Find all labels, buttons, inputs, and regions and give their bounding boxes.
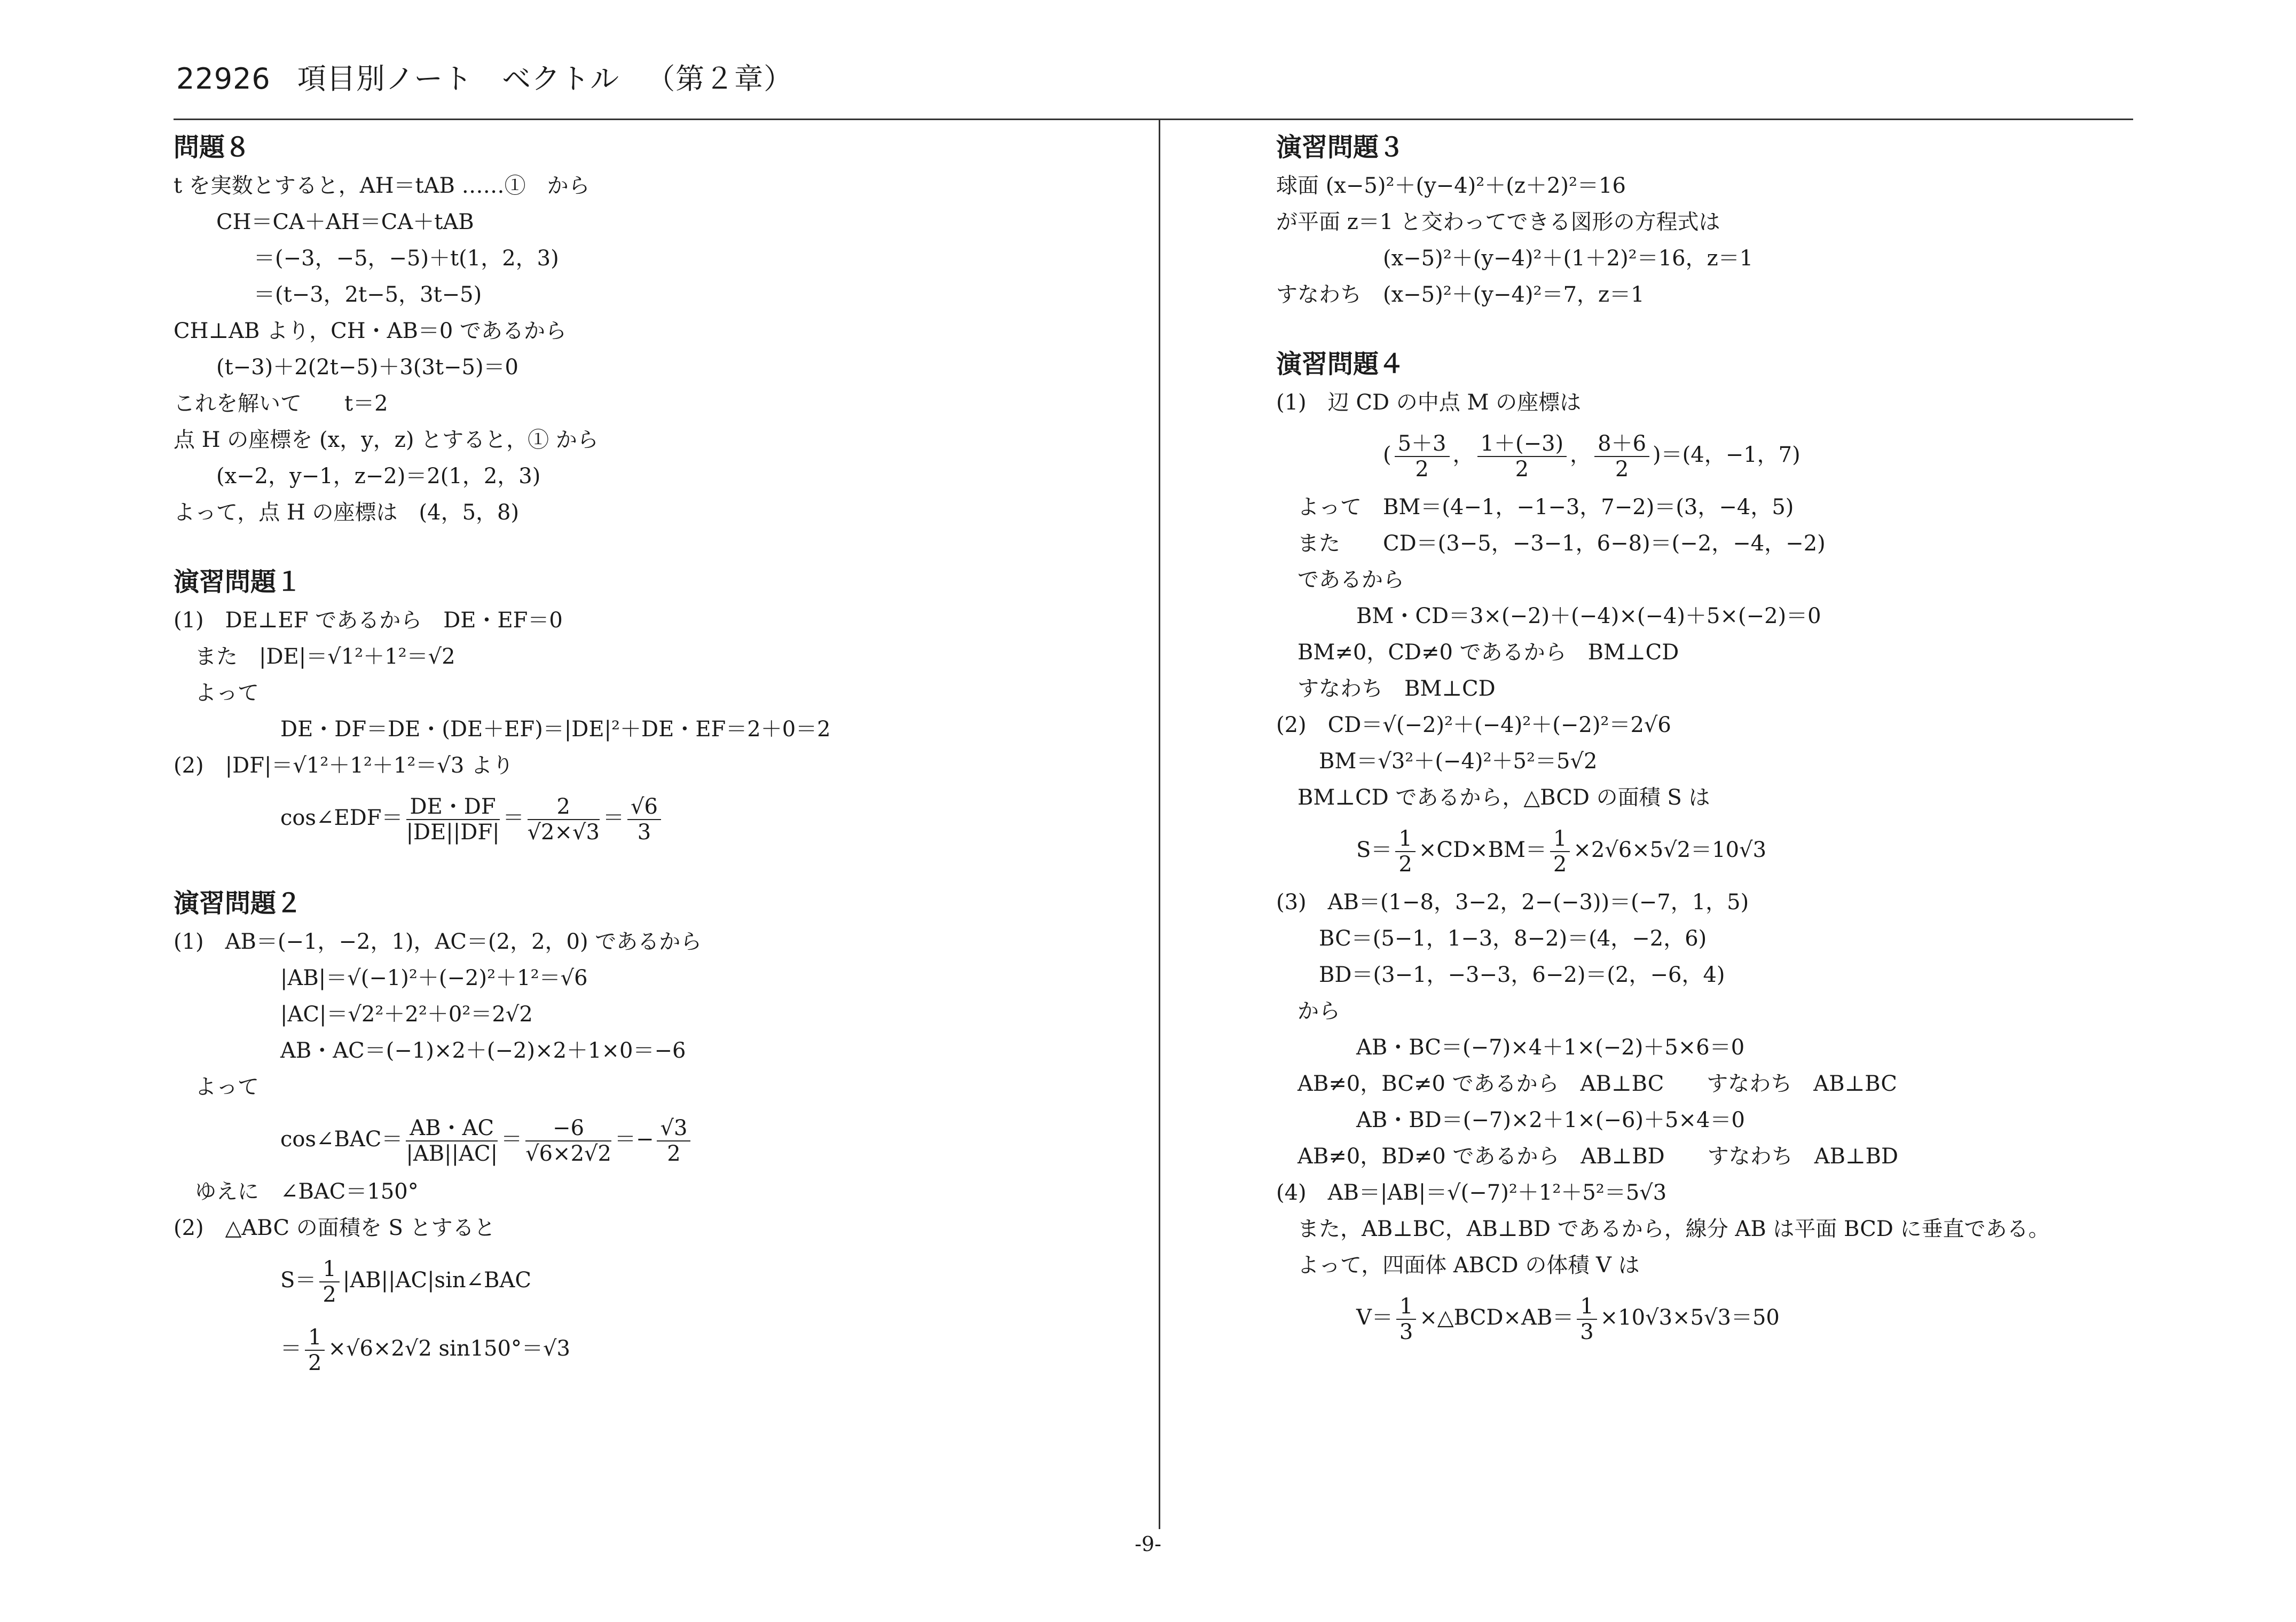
p8-line: (x−2，y−1，z−2)＝2(1，2，3) — [216, 464, 541, 489]
e4-line: BM≠0，CD≠0 であるから BM⊥CD — [1298, 640, 1679, 665]
header-rule — [174, 119, 2133, 120]
fraction: $\frac{1}{2}$ — [1550, 826, 1570, 877]
e4-line: よって BM＝(4−1，−1−3，7−2)＝(3，−4，5) — [1298, 495, 1794, 519]
fraction: $\frac{1}{2}$ — [1395, 826, 1415, 877]
exercise-2-title: 演習問題２ — [174, 888, 302, 918]
p8-line: CH＝CA＋AH＝CA＋tAB — [216, 210, 474, 234]
e2-area-formula: S＝ $\frac{1}{2}$ |AB||AC|sin∠BAC — [280, 1257, 532, 1307]
e4-line: また CD＝(3−5，−3−1，6−8)＝(−2，−4，−2) — [1298, 531, 1826, 556]
column-divider — [1159, 120, 1160, 1529]
exercise-3-title: 演習問題３ — [1276, 132, 1405, 162]
doc-title: 項目別ノート ベクトル — [297, 62, 620, 96]
e4-line: BM＝√3²＋(−4)²＋5²＝5√2 — [1319, 749, 1598, 774]
doc-code: 22926 — [176, 62, 271, 96]
e4-line: BC＝(5−1，1−3，8−2)＝(4，−2，6) — [1319, 926, 1707, 951]
e4-line: (2) CD＝√(−2)²＋(−4)²＋(−2)²＝2√6 — [1276, 713, 1671, 737]
fraction: $\frac{√3}{2}$ — [657, 1116, 690, 1166]
e4-midpoint: ( $\frac{5+3}{2}$ ， $\frac{1+(-3)}{2}$ ， $\frac{8+6}{2}$ )＝(4，−1，7) — [1383, 431, 1800, 482]
fraction: $\frac{-6}{√6\times 2√2}$ — [525, 1116, 611, 1166]
fraction: $\frac{1}{2}$ — [305, 1325, 325, 1375]
e4-line: すなわち BM⊥CD — [1298, 676, 1496, 701]
e2-line: |AC|＝√2²＋2²＋0²＝2√2 — [280, 1002, 533, 1027]
problem-8-title: 問題８ — [174, 132, 251, 162]
fraction: $\frac{5+3}{2}$ — [1395, 431, 1450, 482]
exercise-1-title: 演習問題１ — [174, 567, 302, 597]
e4-line: AB≠0，BD≠0 であるから AB⊥BD すなわち AB⊥BD — [1298, 1144, 1899, 1169]
exercise-4-title: 演習問題４ — [1276, 349, 1405, 379]
page-header — [176, 56, 820, 97]
p8-line: t を実数とすると，AH＝tAB ……① から — [174, 174, 590, 198]
e2-line: AB・AC＝(−1)×2＋(−2)×2＋1×0＝−6 — [280, 1038, 686, 1063]
left-column — [174, 127, 1135, 1383]
e2-cos-formula: cos∠BAC＝ $\frac{AB・AC}{|AB||AC|}$ ＝ $\frac{-6}{√6\times 2√2}$ ＝− $\frac{√3}{2}$ — [174, 1105, 1135, 1174]
fraction: $\frac{1}{3}$ — [1577, 1294, 1597, 1344]
page-number: -9- — [1135, 1532, 1161, 1556]
fraction: $\frac{1+(-3)}{2}$ — [1477, 431, 1567, 482]
e1-line: (1) DE⊥EF であるから DE・EF＝0 — [174, 608, 563, 633]
e4-line: であるから — [1298, 568, 1404, 592]
e4-volume-formula: V＝ $\frac{1}{3}$ ×△BCD×AB＝ $\frac{1}{3}$ ×10√3×5√3＝50 — [1356, 1294, 1780, 1344]
e3-line: 球面 (x−5)²＋(y−4)²＋(z＋2)²＝16 — [1276, 174, 1626, 198]
e1-line: DE・DF＝DE・(DE＋EF)＝|DE|²＋DE・EF＝2＋0＝2 — [280, 717, 831, 742]
e2-line: ゆえに ∠BAC＝150° — [195, 1179, 419, 1204]
e4-line: (3) AB＝(1−8，3−2，2−(−3))＝(−7，1，5) — [1276, 890, 1749, 915]
e4-line: BM⊥CD であるから，△BCD の面積 S は — [1298, 785, 1710, 810]
e4-line: から — [1298, 999, 1340, 1023]
fraction: $\frac{√6}{3}$ — [627, 794, 661, 845]
e4-line: BM・CD＝3×(−2)＋(−4)×(−4)＋5×(−2)＝0 — [1356, 604, 1821, 628]
e4-line: また，AB⊥BC，AB⊥BD であるから，線分 AB は平面 BCD に垂直である。 — [1298, 1217, 2050, 1241]
doc-chapter: （第２章） — [646, 62, 793, 96]
e3-line: すなわち (x−5)²＋(y−4)²＝7，z＝1 — [1276, 282, 1645, 307]
p8-line: これを解いて t＝2 — [174, 391, 388, 416]
fraction: $\frac{2}{√2\times√3}$ — [527, 794, 600, 845]
e2-line: (1) AB＝(−1，−2，1)，AC＝(2，2，0) であるから — [174, 930, 702, 954]
p8-line: ＝(t−3，2t−5，3t−5) — [254, 282, 482, 307]
e4-line: AB・BD＝(−7)×2＋1×(−6)＋5×4＝0 — [1356, 1108, 1745, 1132]
e4-area-formula: S＝ $\frac{1}{2}$ ×CD×BM＝ $\frac{1}{2}$ ×2√6×5√2＝10√3 — [1356, 826, 1767, 877]
fraction: $\frac{1}{3}$ — [1396, 1294, 1416, 1344]
e1-line: また |DE|＝√1²＋1²＝√2 — [195, 644, 455, 669]
p8-line: CH⊥AB より，CH・AB＝0 であるから — [174, 319, 567, 343]
p8-line: (t−3)＋2(2t−5)＋3(3t−5)＝0 — [216, 355, 518, 380]
fraction: $\frac{DE・DF}{|DE||DF|}$ — [406, 794, 500, 845]
e2-line: よって — [195, 1075, 259, 1099]
e1-line: (2) |DF|＝√1²＋1²＋1²＝√3 より — [174, 753, 514, 778]
p8-line: 点 H の座標を (x，y，z) とすると，① から — [174, 428, 599, 452]
e2-line: |AB|＝√(−1)²＋(−2)²＋1²＝√6 — [280, 966, 588, 990]
e4-line: AB≠0，BC≠0 であるから AB⊥BC すなわち AB⊥BC — [1298, 1072, 1897, 1096]
e4-line: AB・BC＝(−7)×4＋1×(−2)＋5×6＝0 — [1356, 1035, 1745, 1060]
e4-line: (1) 辺 CD の中点 M の座標は — [1276, 390, 1582, 415]
e2-area-result: ＝ $\frac{1}{2}$ ×√6×2√2 sin150°＝√3 — [280, 1325, 570, 1375]
fraction: $\frac{8+6}{2}$ — [1594, 431, 1649, 482]
fraction: $\frac{AB・AC}{|AB||AC|}$ — [406, 1116, 498, 1166]
e4-line: BD＝(3−1，−3−3，6−2)＝(2，−6，4) — [1319, 963, 1725, 987]
e4-line: よって，四面体 ABCD の体積 V は — [1298, 1253, 1640, 1278]
e1-line: よって — [195, 681, 259, 705]
fraction: $\frac{1}{2}$ — [319, 1257, 339, 1307]
e1-cos-formula: cos∠EDF＝ $\frac{DE・DF}{|DE||DF|}$ ＝ $\frac{2}{√2\times√3}$ ＝ $\frac{√6}{3}$ — [174, 784, 1135, 852]
e4-line: (4) AB＝|AB|＝√(−7)²＋1²＋5²＝5√3 — [1276, 1180, 1667, 1205]
p8-line: ＝(−3，−5，−5)＋t(1，2，3) — [254, 246, 559, 271]
e2-line: (2) △ABC の面積を S とすると — [174, 1216, 496, 1240]
right-column — [1276, 127, 2184, 1352]
e3-line: が平面 z＝1 と交わってできる図形の方程式は — [1276, 210, 1720, 234]
e3-line: (x−5)²＋(y−4)²＋(1＋2)²＝16，z＝1 — [1383, 246, 1754, 271]
p8-line: よって，点 H の座標は (4，5，8) — [174, 500, 520, 525]
